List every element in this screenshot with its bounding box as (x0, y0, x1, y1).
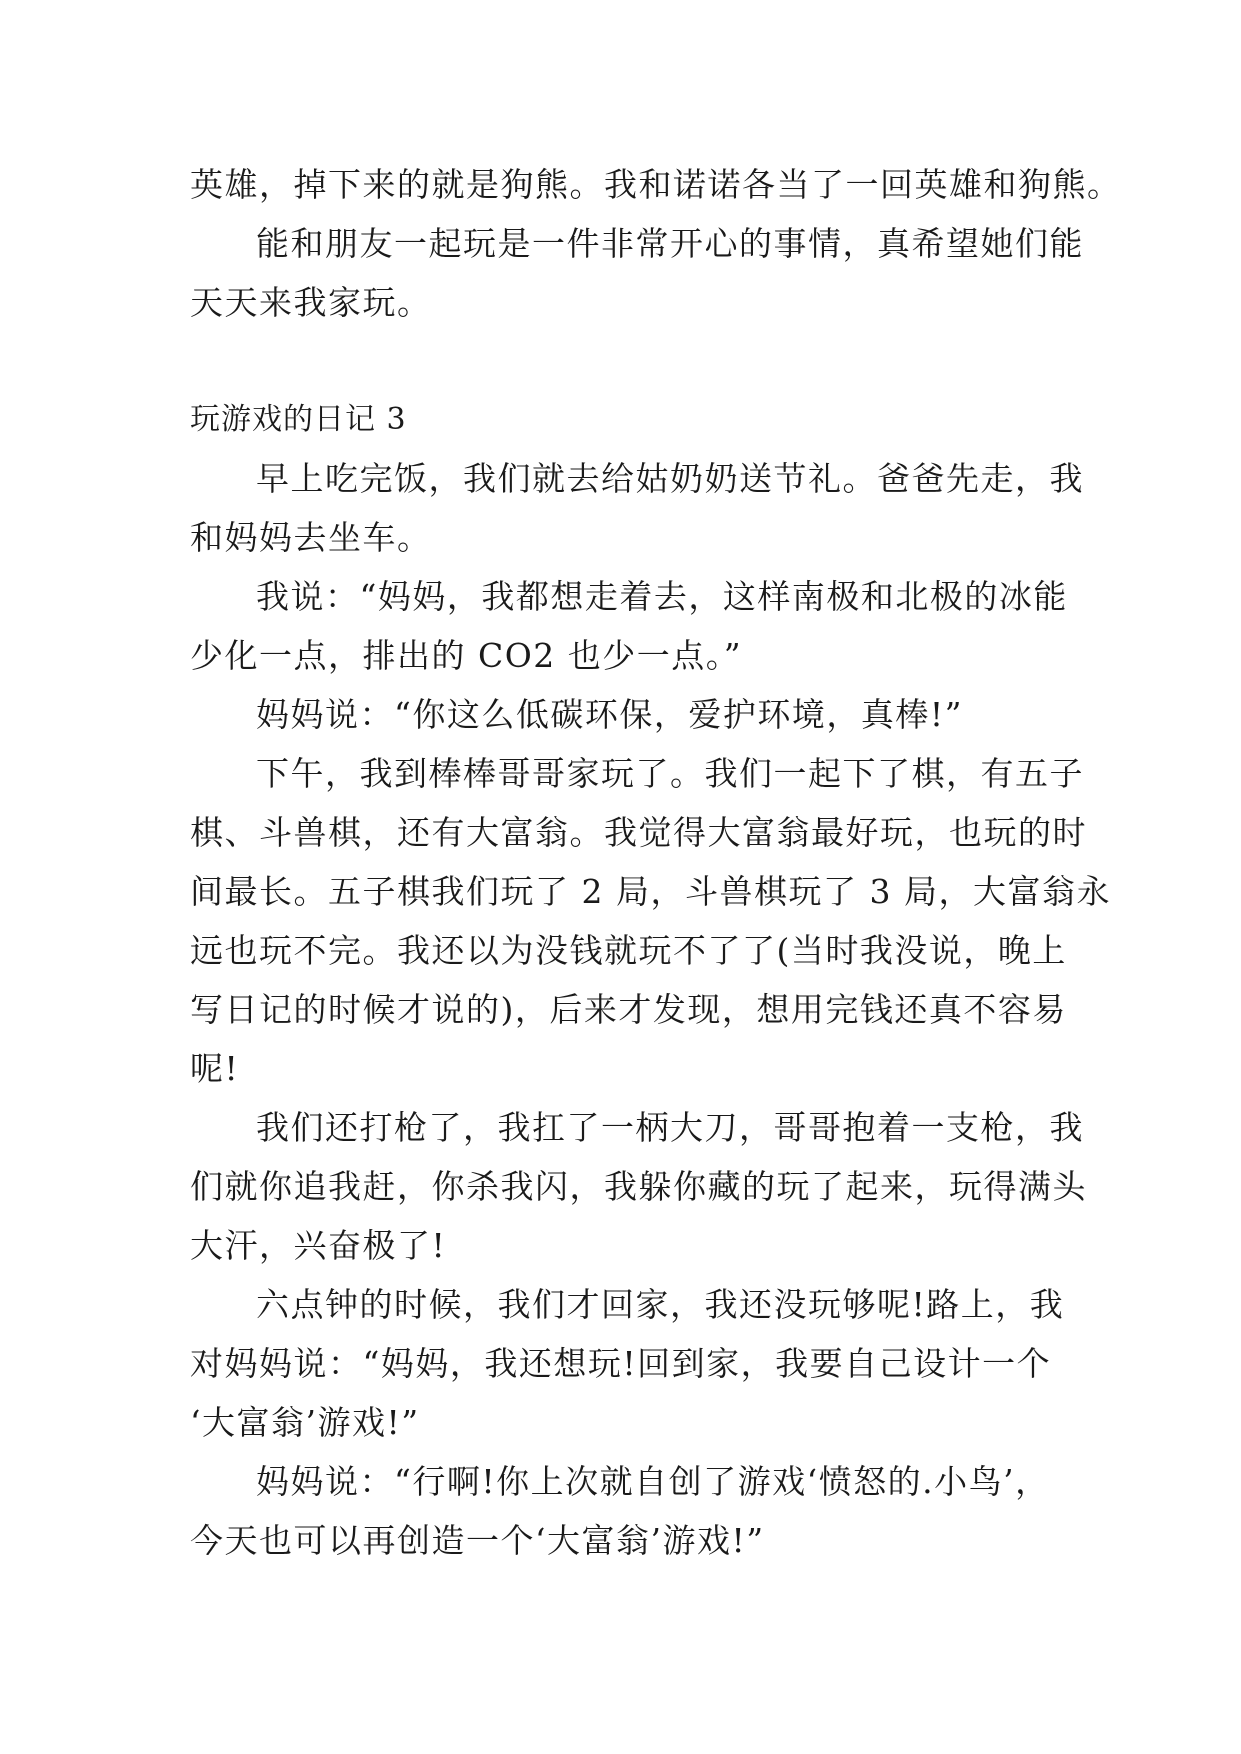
text-line: 呢! (190, 1049, 240, 1088)
text-line: 们就你追我赶，你杀我闪，我躲你藏的玩了起来，玩得满头 (190, 1167, 1087, 1206)
text-line: 下午，我到棒棒哥哥家玩了。我们一起下了棋，有五子 (256, 754, 1084, 793)
text-line: 写日记的时候才说的)，后来才发现，想用完钱还真不容易 (190, 990, 1067, 1029)
text-line: 能和朋友一起玩是一件非常开心的事情，真希望她们能 (256, 224, 1084, 263)
text-line: 远也玩不完。我还以为没钱就玩不了了(当时我没说，晚上 (190, 931, 1067, 970)
text-line: 对妈妈说：“妈妈，我还想玩!回到家，我要自己设计一个 (190, 1344, 1052, 1383)
text-line: 间最长。五子棋我们玩了 2 局，斗兽棋玩了 3 局，大富翁永 (190, 872, 1111, 911)
text-line: 我们还打枪了，我扛了一柄大刀，哥哥抱着一支枪，我 (256, 1108, 1084, 1147)
text-line: 今天也可以再创造一个‘大富翁’游戏!” (190, 1521, 765, 1560)
text-line: 棋、斗兽棋，还有大富翁。我觉得大富翁最好玩，也玩的时 (190, 813, 1087, 852)
text-line: 英雄，掉下来的就是狗熊。我和诺诺各当了一回英雄和狗熊。 (190, 165, 1122, 204)
section-heading: 玩游戏的日记 3 (190, 402, 407, 437)
text-line: 早上吃完饭，我们就去给姑奶奶送节礼。爸爸先走，我 (256, 459, 1084, 498)
text-line: 六点钟的时候，我们才回家，我还没玩够呢!路上，我 (256, 1285, 1065, 1324)
text-line: 天天来我家玩。 (190, 283, 432, 322)
text-line: 我说：“妈妈，我都想走着去，这样南极和北极的冰能 (256, 577, 1068, 616)
text-line: 妈妈说：“行啊!你上次就自创了游戏‘愤怒的.小鸟’， (256, 1462, 1050, 1501)
text-line: 少化一点，排出的 CO2 也少一点。” (190, 636, 743, 675)
text-line: 和妈妈去坐车。 (190, 518, 432, 557)
text-line: ‘大富翁’游戏!” (190, 1403, 420, 1442)
text-line: 大汗，兴奋极了! (190, 1226, 447, 1265)
text-line: 妈妈说：“你这么低碳环保，爱护环境，真棒!” (256, 695, 964, 734)
